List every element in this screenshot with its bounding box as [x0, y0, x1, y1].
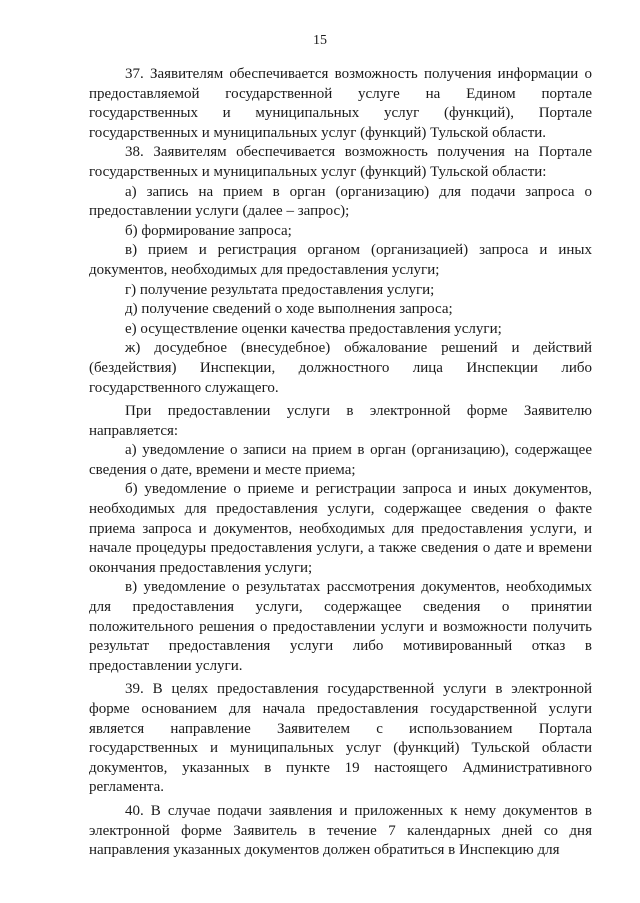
page-number: 15	[313, 33, 327, 48]
paragraph-38-item-e: е) осуществление оценки качества предоставления услуги;	[125, 320, 502, 337]
paragraph-38-item-b: б) формирование запроса;	[125, 222, 292, 239]
paragraph-38: 38. Заявителям обеспечивается возможность получения на Портале государственных и муниципальных услуг (функций) Тульской области:	[89, 144, 592, 180]
paragraph-38-item-a: а) запись на прием в орган (организацию) для подачи запроса о предоставлении услуги (далее – запрос);	[89, 183, 592, 220]
paragraph-38-item-g: г) получение результата предоставления услуги;	[125, 281, 435, 298]
notification-item-v: в) уведомление о результатах рассмотрения документов, необходимых для предоставления услуги, содержащее сведения о принятии положительного решения о предоставлении услуги и возможности получить результат предоставления услуги либо мотивированный отказ в предоставлении услуги.	[89, 579, 592, 674]
document-body	[89, 65, 592, 861]
paragraph-37: 37. Заявителям обеспечивается возможность получения информации о предоставляемой государственной услуге на Едином портале государственных и муниципальных услуг (функций), Портале государственных и муниципальных услуг (функций) Тульской области.	[89, 66, 592, 141]
notification-item-b: б) уведомление о приеме и регистрации запроса и иных документов, необходимых для предоставления услуги, содержащее сведения о факте приема запроса и документов, необходимых для предоставления услуги, и начале процедуры предоставления услуги, а также сведения о дате и времени окончания предоставления услуги;	[89, 481, 592, 576]
paragraph-38-item-d: д) получение сведений о ходе выполнения запроса;	[125, 301, 453, 318]
notifications-intro: При предоставлении услуги в электронной форме Заявителю направляется:	[89, 403, 592, 439]
paragraph-38-item-zh: ж) досудебное (внесудебное) обжалование решений и действий (бездействия) Инспекции, должностного лица Инспекции либо государственного служащего.	[89, 340, 592, 396]
notification-item-a: а) уведомление о записи на прием в орган (организацию), содержащее сведения о дате, времени и месте приема;	[89, 442, 592, 478]
paragraph-40: 40. В случае подачи заявления и приложенных к нему документов в электронной форме Заявитель в течение 7 календарных дней со дня направления указанных документов должен обратиться в Инспекцию для	[89, 802, 592, 859]
paragraph-38-item-v: в) прием и регистрация органом (организацией) запроса и иных документов, необходимых для предоставления услуги;	[89, 242, 592, 278]
paragraph-39: 39. В целях предоставления государственной услуги в электронной форме основанием для начала предоставления государственной услуги является направление Заявителем с использованием Портала государственных и муниципальных услуг (функций) Тульской области документов, указанных в пункте 19 настоящего Административного регламента.	[89, 681, 592, 796]
